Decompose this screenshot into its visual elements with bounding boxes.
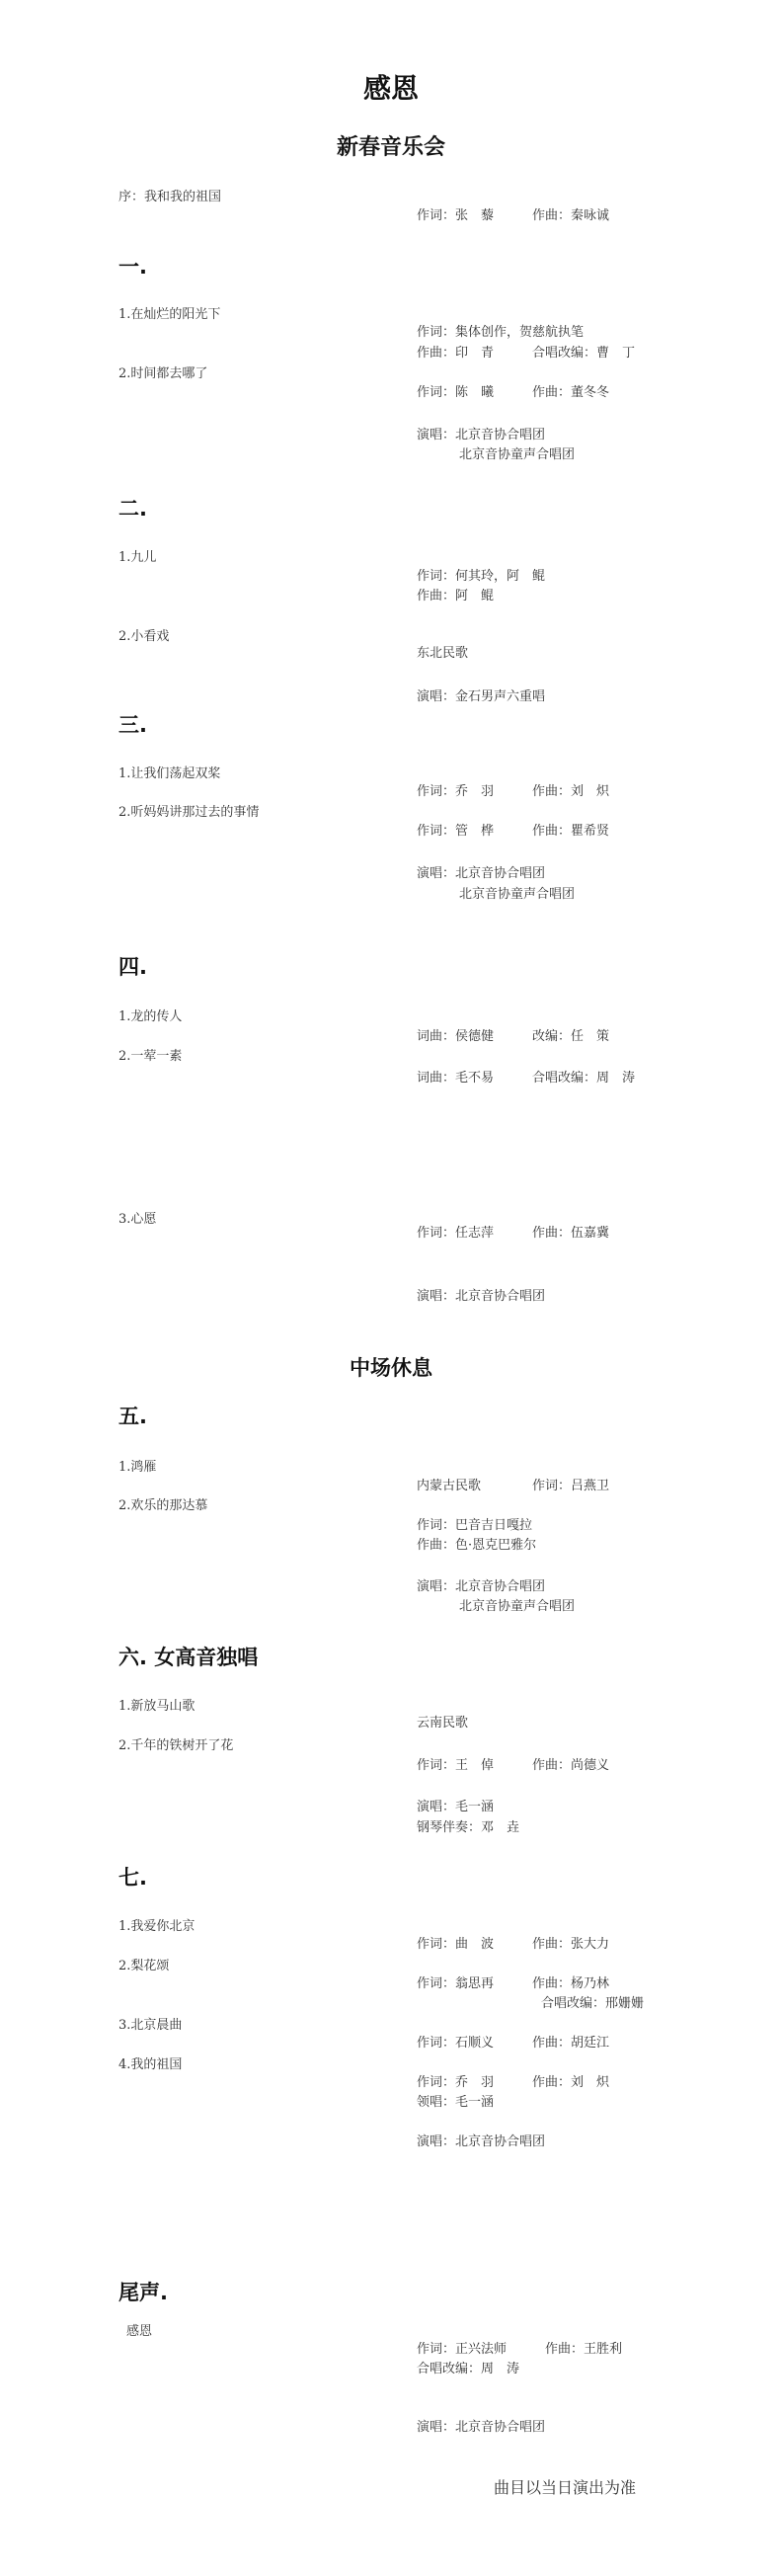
credit-line: 演唱：北京音协合唱团	[417, 1579, 546, 1594]
program-disclaimer: 曲目以当日演出为准	[494, 2478, 637, 2497]
credit-line: 作词：任志萍 作曲：伍嘉冀	[417, 1226, 610, 1241]
credit-line: 演唱：毛一涵	[417, 1800, 495, 1814]
credit-line: 作词：巴音吉日嘎拉	[417, 1518, 533, 1533]
credit-line: 作词：乔 羽 作曲：刘 炽	[417, 2075, 610, 2090]
credit-line: 内蒙古民歌 作词：吕燕卫	[417, 1479, 610, 1493]
program-item: 3.心愿	[118, 1212, 157, 1227]
credit-line: 词曲：侯德健 改编：任 策	[417, 1029, 610, 1044]
intermission-heading: 中场休息	[350, 1356, 432, 1380]
program-item: 1.九儿	[118, 550, 157, 565]
credit-line: 东北民歌	[417, 646, 469, 661]
program-item: 1.我爱你北京	[118, 1919, 196, 1934]
credit-line: 演唱：北京音协合唱团	[417, 2134, 546, 2149]
concert-subtitle: 新春音乐会	[336, 135, 445, 160]
program-item: 1.龙的传人	[118, 1009, 183, 1024]
credit-line: 演唱：金石男声六重唱	[417, 689, 546, 704]
credit-line: 演唱：北京音协合唱团	[417, 866, 546, 881]
credit-line: 北京音协童声合唱团	[459, 447, 576, 462]
credit-line: 演唱：北京音协合唱团	[417, 2420, 546, 2435]
program-item: 2.听妈妈讲那过去的事情	[118, 805, 260, 820]
program-item: 2.千年的铁树开了花	[118, 1738, 234, 1753]
credit-line: 作词：正兴法师 作曲：王胜利	[417, 2342, 623, 2357]
program-item: 1.新放马山歌	[118, 1699, 196, 1714]
program-item: 4.我的祖国	[118, 2057, 183, 2072]
section-7-heading: 七.	[118, 1866, 147, 1890]
program-item: 3.北京晨曲	[118, 2018, 183, 2033]
program-item: 感恩	[126, 2324, 153, 2339]
credit-line: 作词：管 桦 作曲：瞿希贤	[417, 824, 610, 839]
credit-line: 演唱：北京音协合唱团	[417, 428, 546, 443]
program-item: 1.让我们荡起双桨	[118, 766, 221, 781]
credit-line: 作词：王 倬 作曲：尚德义	[417, 1758, 610, 1773]
credit-line: 作词：翁思再 作曲：杨乃林	[417, 1976, 610, 1991]
credit-line: 云南民歌	[417, 1716, 469, 1731]
program-item: 2.时间都去哪了	[118, 366, 208, 381]
credit-line: 北京音协童声合唱团	[459, 887, 576, 902]
credit-line: 作词：集体创作，贺慈航执笔	[417, 325, 585, 340]
section-2-heading: 二.	[118, 497, 147, 521]
credit-line: 作词：陈 曦 作曲：董冬冬	[417, 385, 610, 400]
section-1-heading: 一.	[118, 255, 147, 279]
credit-line: 作词：何其玲，阿 鲲	[417, 569, 546, 584]
program-item: 2.小看戏	[118, 629, 170, 644]
credit-line: 词曲：毛不易 合唱改编：周 涛	[417, 1071, 636, 1086]
credit-line: 合唱改编：周 涛	[417, 2362, 520, 2376]
finale-heading: 尾声.	[118, 2281, 168, 2304]
program-item: 1.鸿雁	[118, 1460, 157, 1475]
credit-line: 作词：曲 波 作曲：张大力	[417, 1937, 610, 1952]
section-4-heading: 四.	[118, 955, 147, 979]
credit-line: 作曲：印 青 合唱改编：曹 丁	[417, 346, 636, 361]
credit-line: 合唱改编：邢姗姗	[541, 1996, 645, 2011]
credit-line: 演唱：北京音协合唱团	[417, 1289, 546, 1304]
concert-title: 感恩	[362, 72, 419, 105]
credit-line: 作词：石顺义 作曲：胡廷江	[417, 2036, 610, 2051]
credit-line: 作词：乔 羽 作曲：刘 炽	[417, 784, 610, 799]
credit-line: 北京音协童声合唱团	[459, 1599, 576, 1614]
program-item: 2.一荤一素	[118, 1049, 183, 1064]
credit-line: 作曲：阿 鲲	[417, 589, 495, 604]
credit-line: 钢琴伴奏：邓 垚	[417, 1820, 520, 1835]
credit-line: 领唱：毛一涵	[417, 2095, 495, 2110]
program-item: 1.在灿烂的阳光下	[118, 307, 221, 322]
prelude-credit: 作词：张 藜 作曲：秦咏诚	[417, 208, 610, 223]
section-6-heading: 六. 女高音独唱	[118, 1646, 259, 1669]
program-item: 2.欢乐的那达慕	[118, 1498, 208, 1513]
section-3-heading: 三.	[118, 713, 147, 737]
program-item: 2.梨花颂	[118, 1959, 170, 1973]
section-5-heading: 五.	[118, 1405, 147, 1428]
prelude-piece: 序：我和我的祖国	[118, 190, 222, 204]
credit-line: 作曲：色·恩克巴雅尔	[417, 1538, 537, 1553]
